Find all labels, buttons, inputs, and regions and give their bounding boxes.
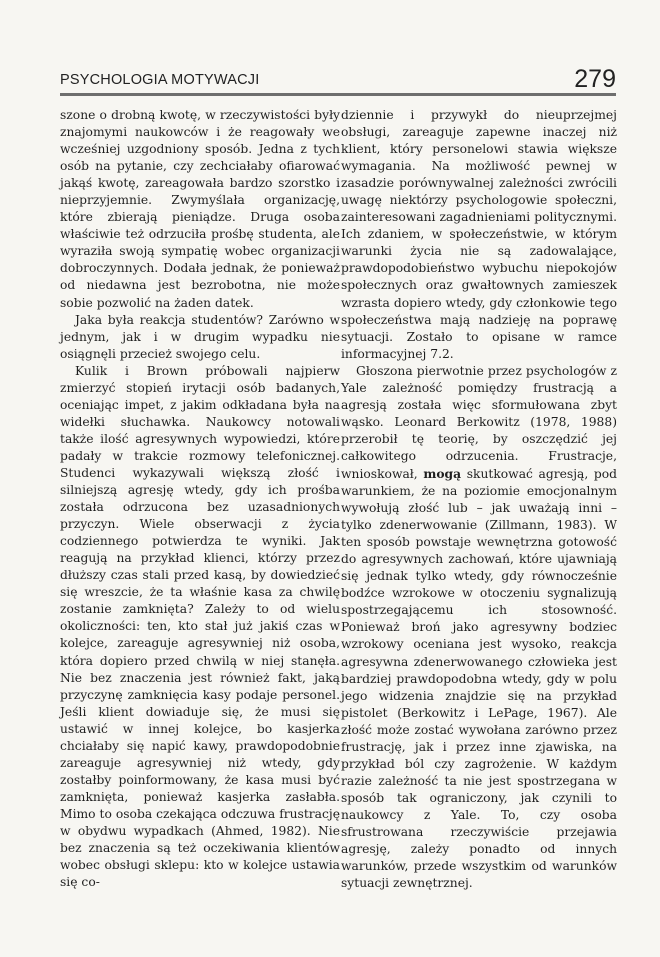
- paragraph: szone o drobną kwotę, w rzeczywistości były znajomymi naukowców i że reagowały we wcześniej uzgodniony sposób. Jedna z tych osób na pytanie, czy zechciałaby ofiarować jakąś kwotę, zareagowała bardzo szorstko i nieprzyjemnie. Zwymyślała organizację, które zbierają pieniądze. Druga osoba właściwie też odrzuciła prośbę studenta, ale wyraziła swoją sympatię wobec organizacji dobroczynnych. Dodała jednak, że ponieważ od niedawna jest bezrobotna, nie może sobie pozwolić na żaden datek.: [60, 108, 340, 310]
- paragraph-text: skutkować agresją, pod warunkiem, że na poziomie emocjonalnym wywołują złość lub – jak uważają inni – tylko zdenerwowanie (Zillmann, 1983). W ten sposób powstaje wewnętrzna gotowość do agresywnych zachowań, które ujawniają się jednak tylko wtedy, gdy równocześnie bodźce wzrokowe w otoczeniu sygnalizują spostrzegającemu ich stosowność. Ponieważ broń jako agresywny bodziec wzrokowy oceniana jest wysoko, reakcja agresywna zdenerwowanego człowieka jest bardziej prawdopodobna wtedy, gdy w polu jego widzenia znajdzie się na przykład pistolet (Berkowitz i LePage, 1967). Ale złość może zostać wywołana zarówno przez frustrację, jak i przez inne zjawiska, na przykład ból czy zagrożenie. W każdym razie zależność ta nie jest spostrzegana w sposób tak ograniczony, jak czynili to naukowcy z Yale. To, czy osoba sfrustrowana rzeczywiście przejawia agresję, zależy ponadto od innych warunków, przede wszystkim od warunków sytuacji zewnętrznej.: [341, 466, 617, 891]
- paragraph-text: Głoszona pierwotnie przez psychologów z Yale zależność pomiędzy frustracją a agresją została więc sformułowana zbyt wąsko. Leonard Berkowitz (1978, 1988) przerobił tę teorię, by oszczędzić jej całkowitego odrzucenia. Frustracje, wnioskował,: [341, 363, 617, 481]
- page-number: 279: [574, 65, 616, 93]
- paragraph: Jaka była reakcja studentów? Zarówno w jednym, jak i w drugim wypadku nie osiągnęli przecież swojego celu.: [60, 312, 340, 361]
- header-rule: [60, 93, 616, 96]
- paragraph: Kulik i Brown próbowali najpierw zmierzyć stopień irytacji osób badanych, oceniając impet, z jakim odkładana była na widełki słuchawka. Naukowcy notowali także ilość agresywnych wypowiedzi, które padały w trakcie rozmowy telefonicznej. Studenci wykazywali większą złość i silniejszą agresję wtedy, gdy ich prośba została odrzucona bez uzasadnionych przyczyn. Wiele obserwacji z życia codziennego potwierdza te wyniki. Jak reagują na przykład klienci, którzy przez dłuższy czas stali przed kasą, by dowiedzieć się wreszcie, że ta właśnie kasa za chwilę zostanie zamknięta? Zależy to od wielu okoliczności: ten, kto stał już jakiś czas w kolejce, zareaguje agresywniej niż osoba, która dopiero przed chwilą w niej stanęła. Nie bez znaczenia jest również fakt, jaką przyczynę zamknięcia kasy podaje personel. Jeśli klient dowiaduje się, że musi się ustawić w innej kolejce, bo kasjerka chciałaby się napić kawy, prawdopodobnie zareaguje agresywniej niż wtedy, gdy zostałby poinformowany, że kasa musi być zamknięta, ponieważ kasjerka zasłabła. Mimo to osoba czekająca odczuwa frustrację w obydwu wypadkach (Ahmed, 1982). Nie bez znaczenia są też oczekiwania klientów wobec obsługi sklepu: kto w kolejce ustawia się co-: [60, 363, 340, 890]
- page-header: [60, 66, 616, 92]
- running-head: PSYCHOLOGIA MOTYWACJI: [60, 72, 260, 88]
- paragraph-with-emphasis: [341, 363, 617, 892]
- left-column: [60, 107, 340, 891]
- emphasis-word: mogą: [423, 465, 462, 481]
- paragraph: dziennie i przywykł do nieuprzejmej obsługi, zareaguje zapewne inaczej niż klient, który personelowi stawia większe wymagania. Na możliwość pewnej w zasadzie porównywalnej zależności zwrócili uwagę niektórzy psychologowie społeczni, zainteresowani zagadnieniami politycznymi. Ich zdaniem, w społeczeństwie, w którym warunki życia nie są zadowalające, prawdopodobieństwo wybuchu niepokojów społecznych oraz gwałtownych zamieszek wzrasta dopiero wtedy, gdy członkowie tego społeczeństwa mają nadzieję na poprawę sytuacji. Zostało to opisane w ramce informacyjnej 7.2.: [341, 108, 617, 361]
- right-column: [341, 107, 617, 892]
